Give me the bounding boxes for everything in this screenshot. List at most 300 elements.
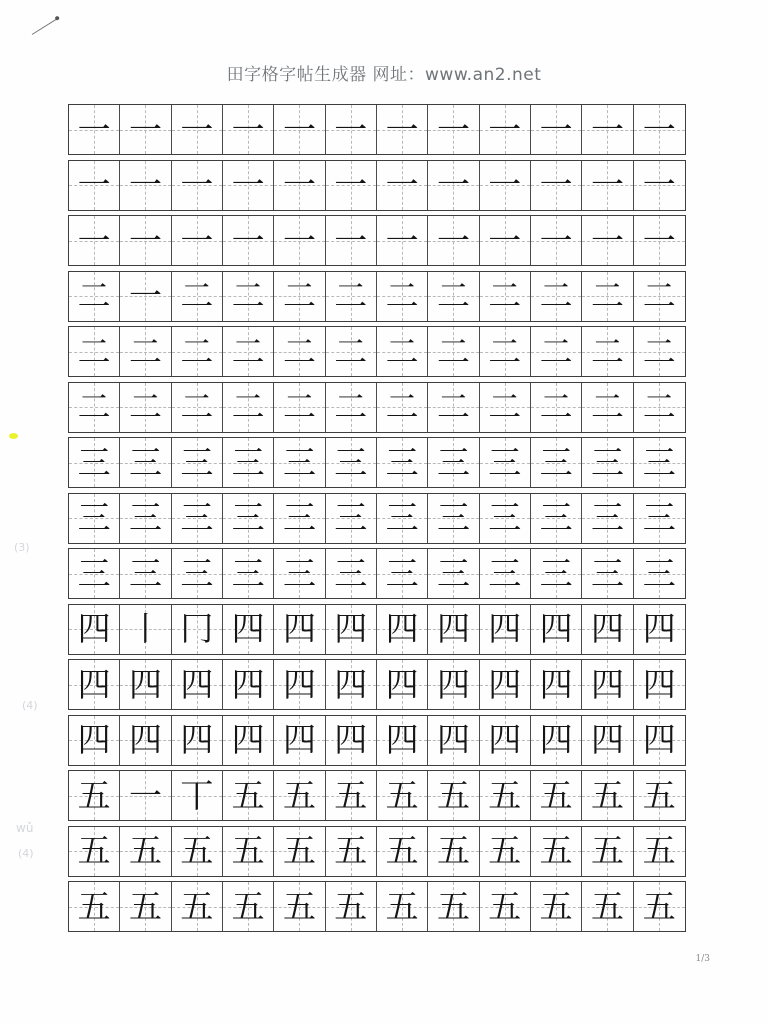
- practice-row: [68, 104, 686, 155]
- tianzige-cell: [377, 327, 428, 376]
- handwritten-character: 三: [539, 442, 573, 482]
- tianzige-cell: [634, 494, 685, 543]
- tianzige-cell: [69, 383, 120, 432]
- tianzige-cell: [531, 660, 582, 709]
- handwritten-character: 五: [385, 830, 419, 870]
- handwritten-character: 三: [231, 497, 265, 537]
- tianzige-cell: [582, 216, 633, 265]
- tianzige-cell: [634, 327, 685, 376]
- handwritten-character: 一: [77, 109, 111, 149]
- tianzige-cell: [326, 216, 377, 265]
- tianzige-cell: [582, 549, 633, 598]
- tianzige-cell: [120, 272, 171, 321]
- tianzige-cell: [531, 771, 582, 820]
- tianzige-cell: [634, 105, 685, 154]
- handwritten-character: 二: [334, 331, 368, 371]
- handwritten-character: 四: [77, 608, 111, 648]
- handwritten-character: 三: [128, 553, 162, 593]
- handwritten-character: 二: [436, 331, 470, 371]
- tianzige-cell: [428, 771, 479, 820]
- handwritten-character: 二: [282, 275, 316, 315]
- tianzige-cell: [377, 605, 428, 654]
- tianzige-cell: [531, 216, 582, 265]
- handwritten-character: 丨: [128, 608, 162, 648]
- handwritten-character: 五: [642, 775, 676, 815]
- handwritten-character: 四: [77, 719, 111, 759]
- handwritten-character: 四: [385, 664, 419, 704]
- handwritten-character: 五: [590, 830, 624, 870]
- tianzige-cell: [480, 882, 531, 931]
- handwritten-character: 四: [642, 608, 676, 648]
- tianzige-cell: [274, 161, 325, 210]
- handwritten-character: 一: [539, 109, 573, 149]
- handwritten-character: 冂: [180, 608, 214, 648]
- tianzige-cell: [69, 716, 120, 765]
- tianzige-cell: [428, 438, 479, 487]
- handwritten-character: 三: [334, 553, 368, 593]
- handwritten-character: 二: [590, 386, 624, 426]
- handwritten-character: 四: [590, 608, 624, 648]
- tianzige-cell: [531, 549, 582, 598]
- handwritten-character: 一: [128, 109, 162, 149]
- handwritten-character: 三: [231, 553, 265, 593]
- tianzige-cell: [69, 272, 120, 321]
- tianzige-cell: [531, 716, 582, 765]
- tianzige-cell: [326, 161, 377, 210]
- tianzige-cell: [634, 827, 685, 876]
- tianzige-cell: [172, 438, 223, 487]
- handwritten-character: 五: [231, 830, 265, 870]
- tianzige-cell: [120, 660, 171, 709]
- tianzige-cell: [480, 771, 531, 820]
- tianzige-cell: [172, 882, 223, 931]
- handwritten-character: 三: [77, 553, 111, 593]
- handwritten-character: 一: [436, 220, 470, 260]
- handwritten-character: 四: [436, 719, 470, 759]
- tianzige-cell: [377, 494, 428, 543]
- handwritten-character: 二: [180, 275, 214, 315]
- handwritten-character: 二: [128, 331, 162, 371]
- tianzige-cell: [480, 272, 531, 321]
- handwritten-character: 一: [128, 164, 162, 204]
- handwritten-character: 四: [231, 664, 265, 704]
- handwritten-character: 一: [77, 164, 111, 204]
- handwritten-character: 四: [231, 719, 265, 759]
- handwritten-character: 三: [436, 553, 470, 593]
- practice-row: [68, 160, 686, 211]
- handwritten-character: 五: [642, 886, 676, 926]
- tianzige-cell: [480, 383, 531, 432]
- tianzige-cell: [69, 660, 120, 709]
- handwritten-character: 四: [282, 719, 316, 759]
- practice-row: [68, 215, 686, 266]
- handwritten-character: 二: [282, 386, 316, 426]
- tianzige-cell: [326, 272, 377, 321]
- handwritten-character: 二: [77, 386, 111, 426]
- tianzige-cell: [172, 105, 223, 154]
- tianzige-cell: [531, 827, 582, 876]
- tianzige-cell: [120, 161, 171, 210]
- handwritten-character: 一: [385, 220, 419, 260]
- tianzige-cell: [428, 216, 479, 265]
- tianzige-cell: [172, 660, 223, 709]
- tianzige-cell: [377, 827, 428, 876]
- tianzige-cell: [223, 216, 274, 265]
- handwritten-character: 二: [436, 275, 470, 315]
- handwritten-character: 五: [590, 886, 624, 926]
- margin-note: (4): [22, 699, 38, 712]
- handwritten-character: 二: [128, 386, 162, 426]
- tianzige-cell: [634, 716, 685, 765]
- handwritten-character: 三: [385, 497, 419, 537]
- handwritten-character: 一: [231, 109, 265, 149]
- handwritten-character: 一: [488, 164, 522, 204]
- tianzige-cell: [377, 438, 428, 487]
- practice-row: [68, 604, 686, 655]
- tianzige-cell: [223, 716, 274, 765]
- handwritten-character: 一: [590, 220, 624, 260]
- handwritten-character: 二: [334, 275, 368, 315]
- tianzige-cell: [582, 494, 633, 543]
- handwritten-character: 四: [231, 608, 265, 648]
- handwritten-character: 三: [180, 497, 214, 537]
- tianzige-cell: [274, 882, 325, 931]
- tianzige-cell: [223, 660, 274, 709]
- tianzige-cell: [326, 105, 377, 154]
- handwritten-character: 四: [436, 608, 470, 648]
- tianzige-cell: [480, 716, 531, 765]
- tianzige-cell: [120, 216, 171, 265]
- tianzige-cell: [634, 660, 685, 709]
- tianzige-cell: [428, 827, 479, 876]
- tianzige-cell: [582, 716, 633, 765]
- handwritten-character: 一: [590, 109, 624, 149]
- tianzige-cell: [69, 105, 120, 154]
- handwritten-character: 五: [385, 775, 419, 815]
- handwritten-character: 一: [128, 275, 162, 315]
- tianzige-cell: [223, 882, 274, 931]
- tianzige-cell: [582, 660, 633, 709]
- handwritten-character: 二: [231, 275, 265, 315]
- tianzige-cell: [120, 882, 171, 931]
- handwritten-character: 二: [77, 275, 111, 315]
- tianzige-cell: [480, 827, 531, 876]
- handwritten-character: 一: [436, 164, 470, 204]
- tianzige-cell: [326, 827, 377, 876]
- tianzige-cell: [531, 105, 582, 154]
- handwritten-character: 一: [180, 220, 214, 260]
- handwritten-character: 五: [488, 886, 522, 926]
- handwritten-character: 五: [436, 775, 470, 815]
- margin-note: (4): [18, 847, 34, 860]
- tianzige-cell: [69, 216, 120, 265]
- tianzige-cell: [223, 549, 274, 598]
- handwritten-character: 二: [436, 386, 470, 426]
- tianzige-cell: [531, 438, 582, 487]
- tianzige-cell: [326, 549, 377, 598]
- tianzige-cell: [274, 494, 325, 543]
- tianzige-cell: [69, 161, 120, 210]
- practice-row: [68, 826, 686, 877]
- practice-row: [68, 770, 686, 821]
- tianzige-cell: [634, 882, 685, 931]
- handwritten-character: 二: [77, 331, 111, 371]
- handwritten-character: 一: [128, 220, 162, 260]
- tianzige-cell: [223, 438, 274, 487]
- handwritten-character: 四: [334, 719, 368, 759]
- tianzige-cell: [326, 383, 377, 432]
- tianzige-cell: [377, 549, 428, 598]
- handwritten-character: 三: [128, 497, 162, 537]
- tianzige-cell: [480, 494, 531, 543]
- tianzige-cell: [120, 549, 171, 598]
- tianzige-cell: [634, 216, 685, 265]
- tianzige-cell: [223, 771, 274, 820]
- tianzige-cell: [326, 327, 377, 376]
- tianzige-cell: [172, 605, 223, 654]
- handwritten-character: 丅: [180, 775, 214, 815]
- tianzige-cell: [274, 105, 325, 154]
- handwritten-character: 四: [590, 664, 624, 704]
- tianzige-cell: [582, 882, 633, 931]
- tianzige-cell: [531, 882, 582, 931]
- tianzige-cell: [531, 494, 582, 543]
- tianzige-cell: [480, 161, 531, 210]
- tianzige-cell: [428, 383, 479, 432]
- handwritten-character: 三: [77, 497, 111, 537]
- practice-row: [68, 715, 686, 766]
- tianzige-cell: [428, 272, 479, 321]
- handwritten-character: 二: [180, 331, 214, 371]
- tianzige-cell: [274, 771, 325, 820]
- tianzige-cell: [69, 549, 120, 598]
- tianzige-cell: [480, 438, 531, 487]
- tianzige-cell: [480, 605, 531, 654]
- handwritten-character: 三: [282, 497, 316, 537]
- page-title: 田字格字帖生成器 网址：www.an2.net: [226, 65, 542, 85]
- tianzige-cell: [326, 494, 377, 543]
- tianzige-cell: [172, 549, 223, 598]
- handwritten-character: 一: [488, 109, 522, 149]
- tianzige-cell: [480, 660, 531, 709]
- handwritten-character: 二: [488, 275, 522, 315]
- tianzige-cell: [428, 716, 479, 765]
- handwritten-character: 二: [385, 331, 419, 371]
- tianzige-cell: [326, 605, 377, 654]
- handwritten-character: 二: [180, 386, 214, 426]
- tianzige-cell: [531, 272, 582, 321]
- handwritten-character: 五: [334, 830, 368, 870]
- tianzige-cell: [120, 105, 171, 154]
- handwritten-character: 一: [282, 220, 316, 260]
- tianzige-cell: [120, 716, 171, 765]
- handwritten-character: 四: [385, 719, 419, 759]
- handwritten-character: 三: [385, 553, 419, 593]
- tianzige-cell: [223, 605, 274, 654]
- handwritten-character: 四: [488, 608, 522, 648]
- tianzige-cell: [480, 549, 531, 598]
- handwritten-character: 五: [488, 830, 522, 870]
- handwritten-character: 三: [282, 553, 316, 593]
- tianzige-cell: [172, 327, 223, 376]
- handwritten-character: 一: [642, 109, 676, 149]
- tianzige-cell: [428, 605, 479, 654]
- handwritten-character: 二: [590, 331, 624, 371]
- handwritten-character: 三: [282, 442, 316, 482]
- handwritten-character: 五: [282, 775, 316, 815]
- handwritten-character: 四: [128, 719, 162, 759]
- tianzige-cell: [223, 161, 274, 210]
- tianzige-cell: [69, 438, 120, 487]
- tianzige-cell: [120, 827, 171, 876]
- handwritten-character: 五: [436, 886, 470, 926]
- practice-row: [68, 881, 686, 932]
- handwritten-character: 一: [334, 109, 368, 149]
- tianzige-cell: [69, 494, 120, 543]
- handwritten-character: 一: [539, 164, 573, 204]
- handwritten-character: 二: [282, 331, 316, 371]
- handwritten-character: 三: [334, 442, 368, 482]
- tianzige-cell: [172, 827, 223, 876]
- tianzige-cell: [377, 716, 428, 765]
- handwritten-character: 二: [642, 331, 676, 371]
- pencil-mark: [32, 18, 58, 35]
- tianzige-cell: [480, 327, 531, 376]
- handwritten-character: 四: [436, 664, 470, 704]
- tianzige-cell: [223, 494, 274, 543]
- practice-row: [68, 326, 686, 377]
- handwritten-character: 一: [436, 109, 470, 149]
- tianzige-cell: [428, 327, 479, 376]
- tianzige-cell: [326, 660, 377, 709]
- handwritten-character: 五: [436, 830, 470, 870]
- tianzige-cell: [428, 161, 479, 210]
- handwritten-character: 三: [642, 442, 676, 482]
- tianzige-cell: [531, 161, 582, 210]
- handwritten-character: 三: [539, 553, 573, 593]
- handwritten-character: 五: [488, 775, 522, 815]
- tianzige-cell: [377, 771, 428, 820]
- handwritten-character: 四: [334, 608, 368, 648]
- tianzige-cell: [326, 716, 377, 765]
- tianzige-cell: [69, 882, 120, 931]
- handwritten-character: 一: [77, 220, 111, 260]
- tianzige-cell: [120, 605, 171, 654]
- handwritten-character: 五: [180, 886, 214, 926]
- tianzige-cell: [223, 105, 274, 154]
- handwritten-character: 一: [488, 220, 522, 260]
- handwritten-character: 四: [488, 719, 522, 759]
- tianzige-cell: [326, 438, 377, 487]
- handwritten-character: 二: [642, 386, 676, 426]
- handwritten-character: 四: [488, 664, 522, 704]
- tianzige-cell: [634, 549, 685, 598]
- tianzige-cell: [634, 605, 685, 654]
- handwritten-character: 一: [231, 220, 265, 260]
- handwritten-character: 五: [385, 886, 419, 926]
- tianzige-cell: [531, 383, 582, 432]
- handwritten-character: 五: [231, 775, 265, 815]
- tianzige-cell: [428, 494, 479, 543]
- tianzige-cell: [69, 327, 120, 376]
- tianzige-cell: [274, 605, 325, 654]
- tianzige-cell: [69, 771, 120, 820]
- handwritten-character: 一: [231, 164, 265, 204]
- tianzige-cell: [223, 383, 274, 432]
- tianzige-cell: [531, 605, 582, 654]
- tianzige-cell: [634, 438, 685, 487]
- handwritten-character: 一: [385, 164, 419, 204]
- handwritten-character: 二: [590, 275, 624, 315]
- handwritten-character: 四: [180, 719, 214, 759]
- handwritten-character: 一: [590, 164, 624, 204]
- handwritten-character: 五: [128, 886, 162, 926]
- handwritten-character: 三: [180, 553, 214, 593]
- tianzige-cell: [326, 882, 377, 931]
- practice-row: [68, 271, 686, 322]
- highlighter-dot: [9, 433, 18, 439]
- handwritten-character: 五: [539, 775, 573, 815]
- handwritten-character: 四: [642, 719, 676, 759]
- handwritten-character: 四: [180, 664, 214, 704]
- handwritten-character: 四: [539, 719, 573, 759]
- tianzige-cell: [274, 216, 325, 265]
- handwritten-character: 四: [539, 608, 573, 648]
- handwritten-character: 五: [334, 775, 368, 815]
- handwritten-character: 三: [77, 442, 111, 482]
- handwritten-character: 五: [77, 775, 111, 815]
- handwritten-character: 五: [282, 830, 316, 870]
- tianzige-cell: [582, 827, 633, 876]
- margin-note: (3): [14, 541, 30, 554]
- handwritten-character: 四: [590, 719, 624, 759]
- handwritten-character: 五: [282, 886, 316, 926]
- tianzige-cell: [172, 161, 223, 210]
- tianzige-cell: [582, 438, 633, 487]
- tianzige-practice-grid: [68, 104, 686, 937]
- tianzige-cell: [377, 216, 428, 265]
- tianzige-cell: [172, 383, 223, 432]
- handwritten-character: 五: [77, 886, 111, 926]
- tianzige-cell: [223, 272, 274, 321]
- handwritten-character: 二: [385, 275, 419, 315]
- tianzige-cell: [428, 882, 479, 931]
- tianzige-cell: [172, 272, 223, 321]
- handwritten-character: 一: [128, 775, 162, 815]
- handwritten-character: 三: [385, 442, 419, 482]
- tianzige-cell: [120, 771, 171, 820]
- handwritten-character: 一: [642, 164, 676, 204]
- tianzige-cell: [377, 105, 428, 154]
- practice-row: [68, 493, 686, 544]
- tianzige-cell: [531, 327, 582, 376]
- tianzige-cell: [634, 771, 685, 820]
- handwritten-character: 三: [436, 442, 470, 482]
- handwritten-character: 四: [539, 664, 573, 704]
- handwritten-character: 二: [385, 386, 419, 426]
- tianzige-cell: [377, 882, 428, 931]
- practice-row: [68, 659, 686, 710]
- tianzige-cell: [69, 605, 120, 654]
- practice-row: [68, 437, 686, 488]
- handwritten-character: 三: [436, 497, 470, 537]
- handwritten-character: 三: [488, 442, 522, 482]
- tianzige-cell: [120, 438, 171, 487]
- page-number: 1/3: [695, 954, 710, 964]
- handwritten-character: 三: [128, 442, 162, 482]
- tianzige-cell: [326, 771, 377, 820]
- handwritten-character: 二: [539, 275, 573, 315]
